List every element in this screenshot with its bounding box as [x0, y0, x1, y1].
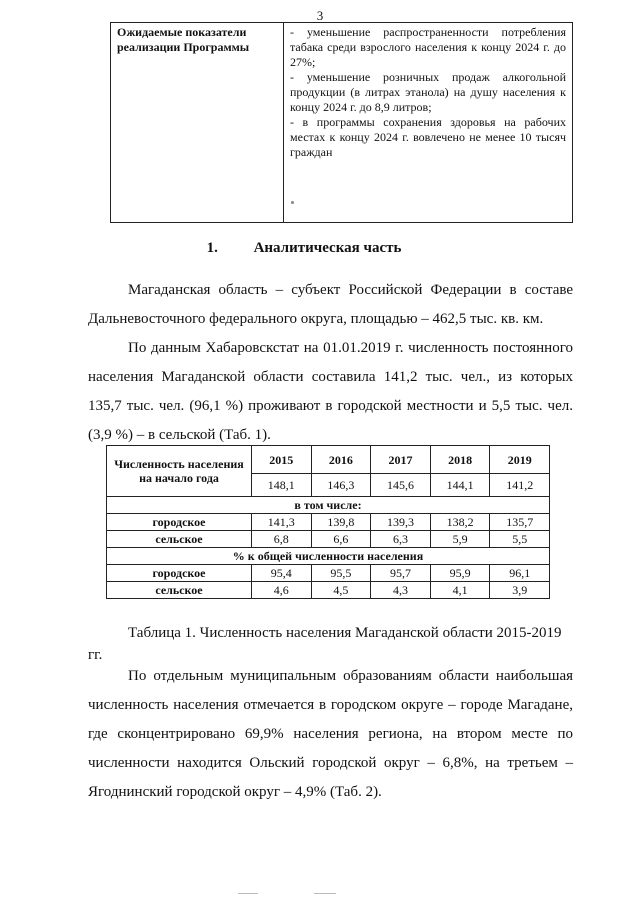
page-number: 3: [316, 8, 324, 23]
total-cell: 141,2: [490, 474, 550, 497]
table-cell: 139,8: [311, 514, 371, 531]
year-header: 2015: [252, 446, 312, 474]
table-cell: 4,6: [252, 582, 312, 599]
scan-mark: [314, 893, 336, 894]
indicator-item: - уменьшение розничных продаж алкогольной продукции (в литрах этанола) на душу населения к концу 2024 г. до 8,9 литров;: [290, 70, 566, 114]
scan-speck: [291, 201, 294, 204]
section-title: Аналитическая часть: [253, 240, 402, 256]
table-cell: 4,5: [311, 582, 371, 599]
table-cell: 95,5: [311, 565, 371, 582]
row-label: сельское: [107, 582, 252, 599]
total-cell: 148,1: [252, 474, 312, 497]
indicators-values: [284, 23, 573, 223]
table-cell: 3,9: [490, 582, 550, 599]
table-cell: 95,7: [371, 565, 431, 582]
indicators-label: Ожидаемые показатели реализации Программы: [111, 23, 284, 223]
table-cell: 95,4: [252, 565, 312, 582]
year-header: 2017: [371, 446, 431, 474]
table-caption: Таблица 1. Численность населения Магаданской области 2015-2019 гг.: [88, 625, 562, 663]
indicator-item: - в программы сохранения здоровья на рабочих местах к концу 2024 г. вовлечено не менее 10 тысяч граждан: [290, 115, 566, 159]
population-table: [106, 445, 550, 599]
total-cell: 145,6: [371, 474, 431, 497]
indicator-item: - уменьшение распространенности потребления табака среди взрослого населения к концу 2024 г. до 27%;: [290, 25, 566, 69]
paragraph: По отдельным муниципальным образованиям области наибольшая численность населения отмечается в городском округе – городе Магадане, где сконцентрировано 69,9% населения региона, на втором месте по численности находится Ольский городской округ – 6,8%, на третьем – Ягоднинский городской округ – 4,9% (Таб. 2).: [88, 668, 573, 800]
paragraph: По данным Хабаровскстат на 01.01.2019 г. численность постоянного населения Магаданской области составила 141,2 тыс. чел., из которых 135,7 тыс. чел. (96,1 %) проживают в городской местности и 5,5 тыс. чел. (3,9 %) – в сельской (Таб. 1).: [88, 340, 573, 443]
table-cell: 6,3: [371, 531, 431, 548]
table-cell: 5,9: [430, 531, 490, 548]
table-cell: 138,2: [430, 514, 490, 531]
year-header: 2019: [490, 446, 550, 474]
table-row: [107, 514, 550, 531]
table-cell: 5,5: [490, 531, 550, 548]
row-label: городское: [107, 565, 252, 582]
total-cell: 146,3: [311, 474, 371, 497]
table-cell: 141,3: [252, 514, 312, 531]
total-cell: 144,1: [430, 474, 490, 497]
table-cell: 95,9: [430, 565, 490, 582]
table-row: [107, 565, 550, 582]
year-header: 2016: [311, 446, 371, 474]
table-cell: 6,8: [252, 531, 312, 548]
section-number: 1.: [206, 240, 218, 256]
table-cell: 4,3: [371, 582, 431, 599]
row-label: сельское: [107, 531, 252, 548]
paragraph: Магаданская область – субъект Российской Федерации в составе Дальневосточного федерального округа, площадью – 462,5 тыс. кв. км.: [88, 282, 573, 327]
header-label: Численность населения на начало года: [107, 446, 252, 497]
section-heading: [0, 240, 640, 257]
year-header: 2018: [430, 446, 490, 474]
section-row-title: в том числе:: [107, 497, 550, 514]
row-label: городское: [107, 514, 252, 531]
table-cell: 135,7: [490, 514, 550, 531]
table-cell: 6,6: [311, 531, 371, 548]
section-row-title: % к общей численности населения: [107, 548, 550, 565]
table-cell: 139,3: [371, 514, 431, 531]
scan-mark: [238, 893, 258, 894]
table-cell: 96,1: [490, 565, 550, 582]
program-indicators-table: [110, 22, 573, 223]
table-cell: 4,1: [430, 582, 490, 599]
table-row: [107, 582, 550, 599]
table-row: [107, 531, 550, 548]
